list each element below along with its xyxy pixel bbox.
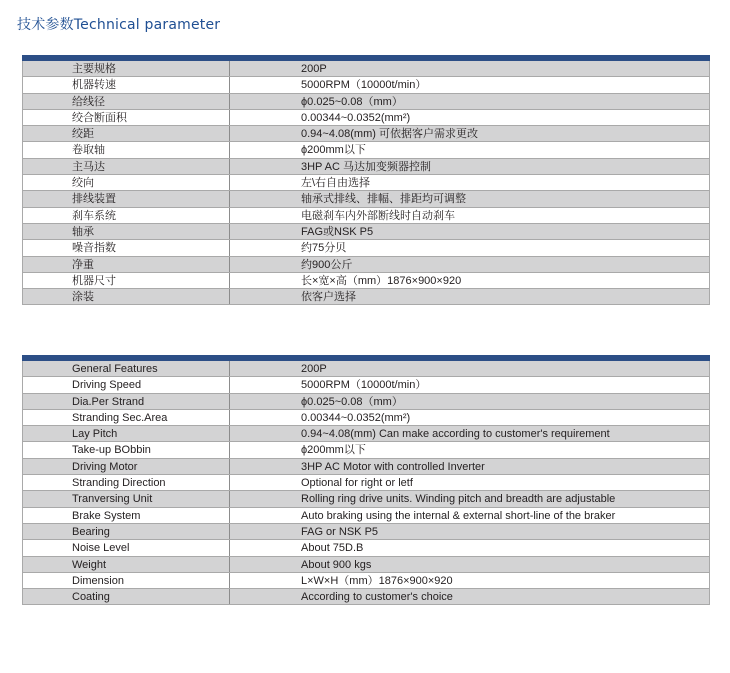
table-row [23, 110, 709, 126]
row-value: 200P [301, 63, 327, 75]
table-row [23, 426, 709, 442]
row-label: Bearing [23, 524, 230, 539]
table-row [23, 257, 709, 273]
row-label: 卷取轴 [23, 142, 230, 157]
table-row [23, 208, 709, 224]
row-label: 噪音指数 [23, 240, 230, 255]
table-row [23, 191, 709, 207]
row-label: 给线径 [23, 94, 230, 109]
table-rows [22, 61, 710, 305]
table-row [23, 442, 709, 458]
row-value: 0.00344~0.0352(mm²) [301, 411, 411, 424]
table-row [23, 273, 709, 289]
table-row [23, 508, 709, 524]
table-row [23, 589, 709, 605]
table-row [23, 126, 709, 142]
table-row [23, 159, 709, 175]
row-label: Noise Level [23, 540, 230, 555]
row-value: 约900公斤 [301, 258, 353, 271]
table-row [23, 540, 709, 556]
table-row [23, 410, 709, 426]
row-value: ϕ0.025~0.08（mm） [301, 395, 403, 408]
row-label: General Features [23, 361, 230, 376]
row-label: Driving Motor [23, 459, 230, 474]
row-label: 绞合断面积 [23, 110, 230, 125]
row-label: 净重 [23, 257, 230, 272]
table-row [23, 289, 709, 305]
table-row [23, 94, 709, 110]
row-label: Coating [23, 589, 230, 604]
row-label: Tranversing Unit [23, 491, 230, 506]
row-label: 轴承 [23, 224, 230, 239]
spec-table-english [22, 355, 710, 605]
row-value: 0.00344~0.0352(mm²) [301, 111, 411, 124]
table-row [23, 361, 709, 377]
row-value: ϕ0.025~0.08（mm） [301, 95, 403, 108]
spec-table-chinese [22, 55, 710, 305]
row-label: 机器转速 [23, 77, 230, 92]
row-value: FAG or NSK P5 [301, 525, 379, 538]
row-label: Weight [23, 557, 230, 572]
row-label: 机器尺寸 [23, 273, 230, 288]
row-label: Lay Pitch [23, 426, 230, 441]
row-value: About 75D.B [301, 542, 364, 555]
table-row [23, 377, 709, 393]
row-label: Take-up BObbin [23, 442, 230, 457]
table-row [23, 475, 709, 491]
row-value: Rolling ring drive units. Winding pitch and breadth are adjustable [301, 493, 616, 506]
table-row [23, 224, 709, 240]
table-row [23, 491, 709, 507]
row-value: FAG或NSK P5 [301, 225, 374, 238]
table-row [23, 524, 709, 540]
row-value: According to customer's choice [301, 591, 453, 604]
row-value: About 900 kgs [301, 558, 372, 571]
row-value: ϕ200mm以下 [301, 144, 366, 157]
row-value: ϕ200mm以下 [301, 444, 366, 457]
row-value: 5000RPM（10000t/min） [301, 79, 427, 92]
table-row [23, 557, 709, 573]
row-label: Dia.Per Strand [23, 394, 230, 409]
row-value: 3HP AC 马达加变频器控制 [301, 160, 431, 173]
table-row [23, 142, 709, 158]
row-label: Driving Speed [23, 377, 230, 392]
table-rows [22, 361, 710, 605]
row-label: 主马达 [23, 159, 230, 174]
row-label: 涂装 [23, 289, 230, 304]
row-value: 电磁刹车内外部断线时自动刹车 [301, 209, 455, 222]
table-row [23, 240, 709, 256]
row-label: Brake System [23, 508, 230, 523]
row-value: 轴承式排线、排幅、排距均可调整 [301, 193, 466, 206]
row-value: L×W×H（mm）1876×900×920 [301, 574, 453, 587]
row-label: 绞向 [23, 175, 230, 190]
row-label: Dimension [23, 573, 230, 588]
row-label: Stranding Sec.Area [23, 410, 230, 425]
row-value: 200P [301, 363, 327, 375]
table-row [23, 61, 709, 77]
table-row [23, 459, 709, 475]
row-value: 0.94~4.08(mm) 可依据客户需求更改 [301, 128, 478, 141]
row-value: 左\右自由选择 [301, 177, 371, 190]
row-value: 3HP AC Motor with controlled Inverter [301, 460, 485, 473]
row-label: 排线装置 [23, 191, 230, 206]
row-value: 依客户选择 [301, 291, 356, 304]
table-row [23, 77, 709, 93]
table-row [23, 573, 709, 589]
row-value: Auto braking using the internal & external short-line of the braker [301, 509, 616, 522]
table-row [23, 394, 709, 410]
row-value: 约75分贝 [301, 242, 347, 255]
row-label: Stranding Direction [23, 475, 230, 490]
row-value: Optional for right or letf [301, 477, 413, 490]
row-value: 5000RPM（10000t/min） [301, 379, 427, 392]
row-label: 刹车系统 [23, 208, 230, 223]
row-label: 主要规格 [23, 61, 230, 76]
row-value: 0.94~4.08(mm) Can make according to customer's requirement [301, 428, 610, 441]
row-label: 绞距 [23, 126, 230, 141]
row-value: 长×宽×高（mm）1876×900×920 [301, 274, 462, 287]
page-title: 技术参数Technical parameter [17, 17, 221, 33]
table-row [23, 175, 709, 191]
